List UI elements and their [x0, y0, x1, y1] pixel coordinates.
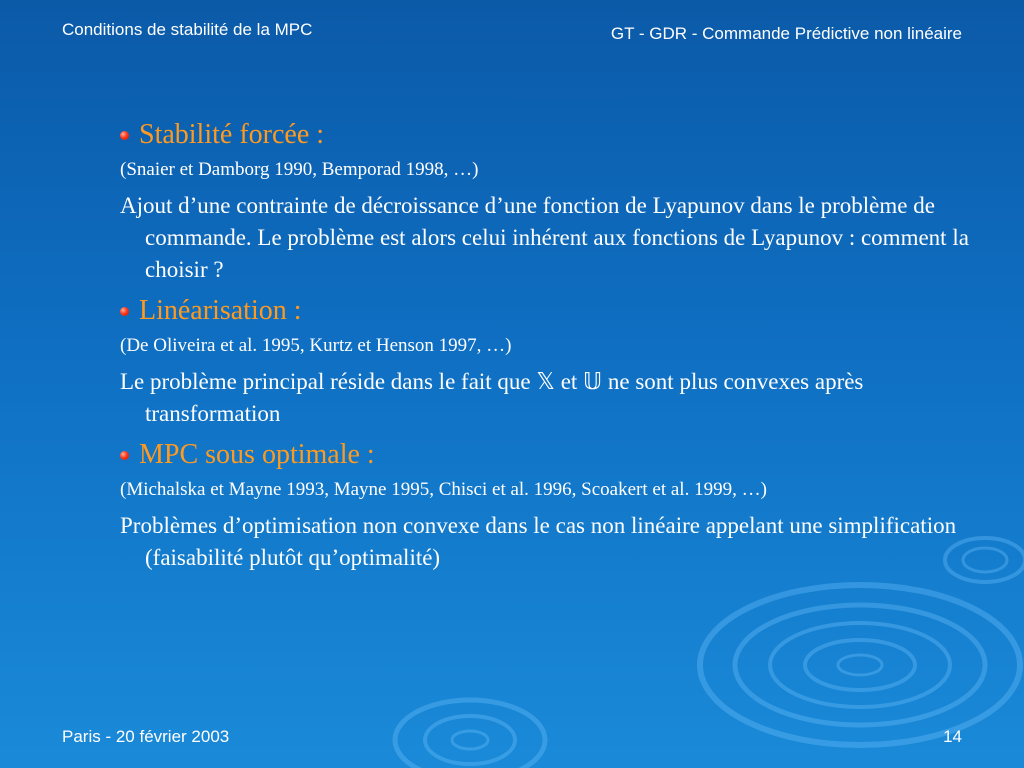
- set-u-symbol: 𝕌: [583, 369, 603, 395]
- reference-text: (De Oliveira et al. 1995, Kurtz et Henson 1997, …): [120, 335, 512, 356]
- section-heading: [120, 118, 970, 152]
- bullet-icon: [120, 451, 129, 460]
- page-number: 14: [943, 727, 962, 746]
- heading-text: Linéarisation :: [139, 295, 302, 326]
- bullet-icon: [120, 131, 129, 140]
- heading-text: Stabilité forcée :: [139, 119, 325, 150]
- section-heading: [120, 294, 970, 328]
- body-text-part: et: [554, 369, 584, 394]
- bullet-icon: [120, 307, 129, 316]
- set-x-symbol: 𝕏: [536, 369, 555, 395]
- section-heading: [120, 438, 970, 472]
- header-title-right: GT - GDR - Commande Prédictive non linéaire: [610, 24, 962, 43]
- heading-text: MPC sous optimale :: [139, 439, 375, 470]
- slide-content: [120, 118, 970, 582]
- body-text: Ajout d’une contrainte de décroissance d’une fonction de Lyapunov dans le problème de commande. Le problème est alors celui inhérent aux fonctions de Lyapunov : comment la choisir ?: [120, 193, 969, 282]
- body-text-part: ne sont plus convexes après transformation: [145, 369, 864, 426]
- reference-text: (Snaier et Damborg 1990, Bemporad 1998, …): [120, 159, 479, 180]
- body-text: [120, 366, 970, 430]
- footer-place-date: Paris - 20 février 2003: [62, 727, 230, 746]
- reference-text: (Michalska et Mayne 1993, Mayne 1995, Chisci et al. 1996, Scoakert et al. 1999, …): [120, 479, 767, 500]
- header-title-left: Conditions de stabilité de la MPC: [62, 20, 313, 39]
- body-text-part: Le problème principal réside dans le fait que: [120, 369, 537, 394]
- body-text: Problèmes d’optimisation non convexe dans le cas non linéaire appelant une simplification (faisabilité plutôt qu’optimalité): [120, 513, 957, 570]
